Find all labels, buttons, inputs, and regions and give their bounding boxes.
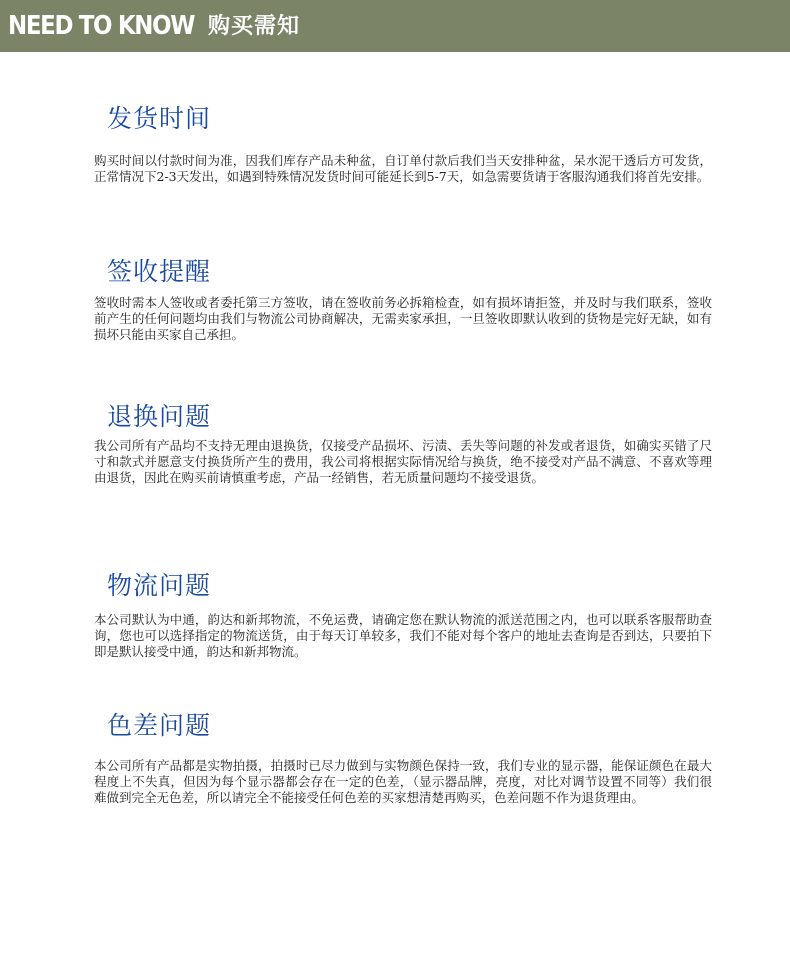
section-body: 我公司所有产品均不支持无理由退换货，仅接受产品损坏、污渍、丢失等问题的补发或者退货，如确实买错了尺寸和款式并愿意支付换货所产生的费用，我公司将根据实际情况给与换货，绝不接受对产品不满意、不喜欢等理由退货，因此在购买前请慎重考虑，产品一经销售，若无质量问题均不接受退货。 <box>94 438 712 485</box>
section-title: 签收提醒 <box>107 257 212 286</box>
section-body: 购买时间以付款时间为准，因我们库存产品未种盆，自订单付款后我们当天安排种盆，呆水泥干透后方可发货，正常情况下2-3天发出，如遇到特殊情况发货时间可能延长到5-7天，如急需要货请于客服沟通我们将首先安排。 <box>94 153 712 184</box>
section-body: 本公司所有产品都是实物拍摄，拍摄时已尽力做到与实物颜色保持一致，我们专业的显示器，能保证颜色在最大程度上不失真，但因为每个显示器都会存在一定的色差，（显示器品牌，亮度，对比对调节设置不同等）我们很难做到完全无色差，所以请完全不能接受任何色差的买家想清楚再购买，色差问题不作为退货理由。 <box>94 758 712 805</box>
header-title-cn: 购买需知 <box>208 14 301 39</box>
header-title-en: NEED TO KNOW <box>8 11 195 41</box>
header-bar <box>0 0 790 52</box>
section-title: 色差问题 <box>107 711 212 740</box>
section-title: 发货时间 <box>107 104 212 133</box>
section-body: 本公司默认为中通，韵达和新邦物流，不免运费，请确定您在默认物流的派送范围之内，也可以联系客服帮助查询，您也可以选择指定的物流送货，由于每天订单较多，我们不能对每个客户的地址去查询是否到达，只要拍下即是默认接受中通，韵达和新邦物流。 <box>94 612 712 659</box>
section-title: 退换问题 <box>107 402 212 431</box>
section-body: 签收时需本人签收或者委托第三方签收，请在签收前务必拆箱检查，如有损坏请拒签，并及时与我们联系，签收前产生的任何问题均由我们与物流公司协商解决，无需卖家承担，一旦签收即默认收到的货物是完好无缺，如有损坏只能由买家自己承担。 <box>94 295 712 342</box>
section-title: 物流问题 <box>107 571 212 600</box>
